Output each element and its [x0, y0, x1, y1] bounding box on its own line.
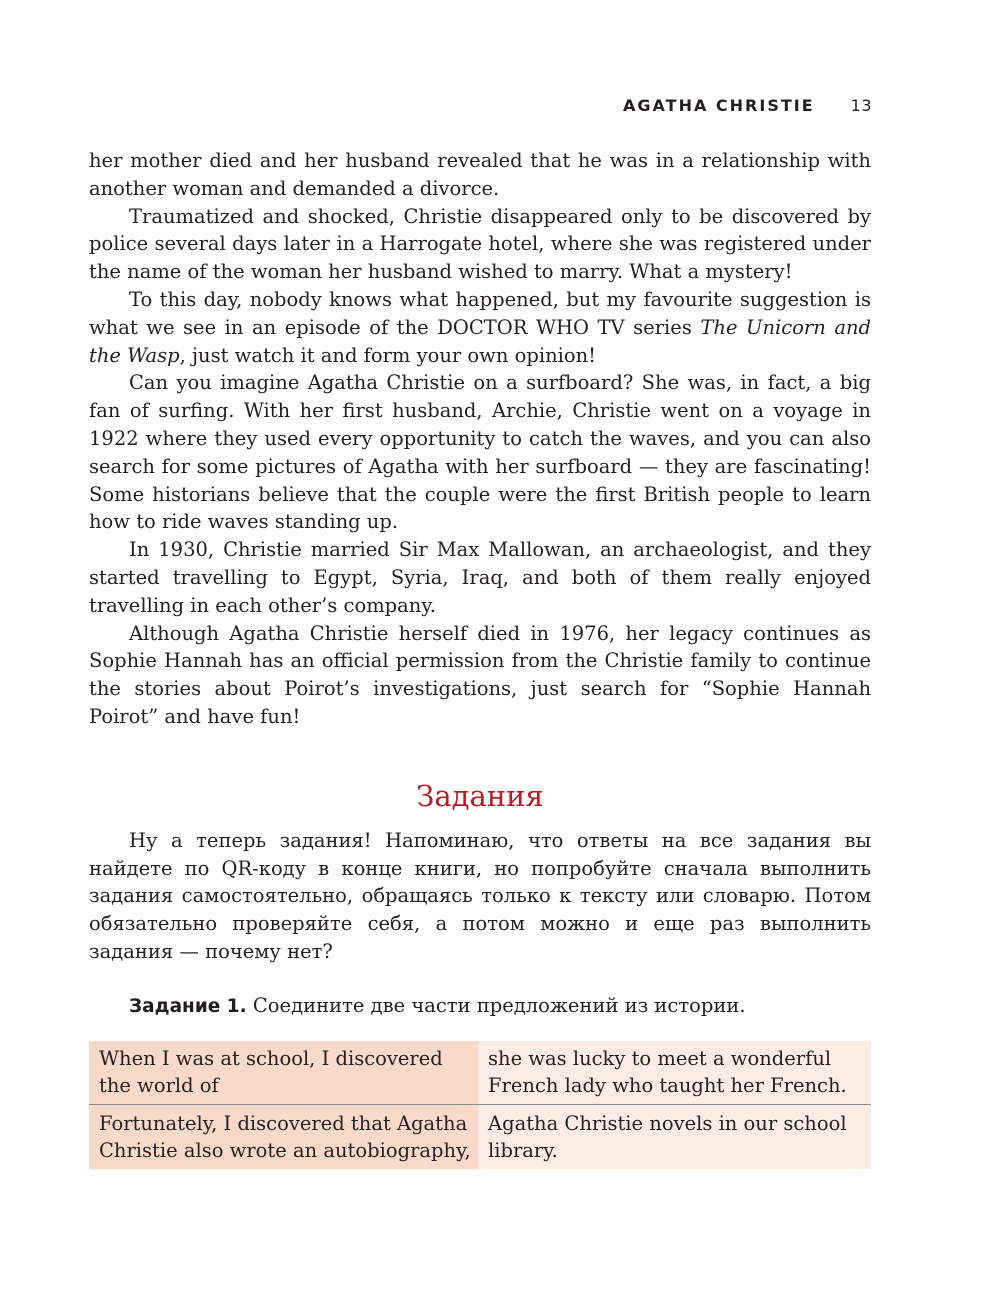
table-cell-right: Agatha Christie novels in our school library.	[478, 1104, 871, 1169]
paragraph-1: her mother died and her husband revealed that he was in a relationship with another woman and demanded a divorce.	[89, 149, 871, 200]
table-row	[89, 1041, 871, 1105]
page-content	[89, 147, 871, 1169]
running-head	[623, 96, 872, 115]
matching-table	[89, 1041, 871, 1169]
page-number: 13	[850, 96, 872, 115]
table-cell-left: When I was at school, I discovered the world of	[89, 1041, 478, 1105]
episode-title: The Unicorn and the Wasp	[89, 315, 871, 367]
paragraph-5: In 1930, Christie married Sir Max Mallowan, an archaeologist, and they started travelling to Egypt, Syria, Iraq, and both of them really enjoyed travelling in each other’s company.	[89, 538, 871, 617]
task-1-instruction: Соедините две части предложений из истории.	[246, 993, 746, 1017]
paragraph-6: Although Agatha Christie herself died in 1976, her legacy continues as Sophie Hannah has an official permission from the Christie family to continue the stories about Poirot’s investigations, just search for “Sophie Hannah Poirot” and have fun!	[89, 621, 871, 728]
section-title: Задания	[416, 778, 544, 813]
running-title: AGATHA CHRISTIE	[623, 96, 815, 115]
task-1-label: Задание 1.	[129, 995, 247, 1017]
table-row	[89, 1104, 871, 1169]
task-1-heading	[89, 992, 871, 1021]
paragraph-3-after: , just watch it and form your own opinion!	[179, 343, 597, 367]
paragraph-3-before: To this day, nobody knows what happened, but my favourite suggestion is what we see in an episode of the DOCTOR WHO TV series	[89, 287, 871, 339]
paragraph-2: Traumatized and shocked, Christie disappeared only to be discovered by police several days later in a Harrogate hotel, where she was registered under the name of the woman her husband wished to marry. What a mystery!	[89, 204, 871, 284]
section-heading	[89, 778, 871, 814]
tasks-intro: Ну а теперь задания! Напоминаю, что ответы на все задания вы найдете по QR-коду в конце книги, но попробуйте сначала выполнить задания самостоятельно, обращаясь только к тексту или словарю. Потом обязательно проверяйте себя, а потом можно и еще раз выполнить задания — почему нет?	[89, 828, 871, 963]
table-cell-left: Fortunately, I discovered that Agatha Christie also wrote an autobiography,	[89, 1104, 478, 1169]
table-cell-right: she was lucky to meet a wonderful French lady who taught her French.	[478, 1041, 871, 1105]
paragraph-3	[89, 286, 871, 369]
paragraph-4: Can you imagine Agatha Christie on a surfboard? She was, in fact, a big fan of surfing. With her first husband, Archie, Christie went on a voyage in 1922 where they used every opportunity to catch the waves, and you can also search for some pictures of Agatha with her surfboard — they are fascinating! Some historians believe that the couple were the first British people to learn how to ride waves standing up.	[89, 371, 871, 534]
